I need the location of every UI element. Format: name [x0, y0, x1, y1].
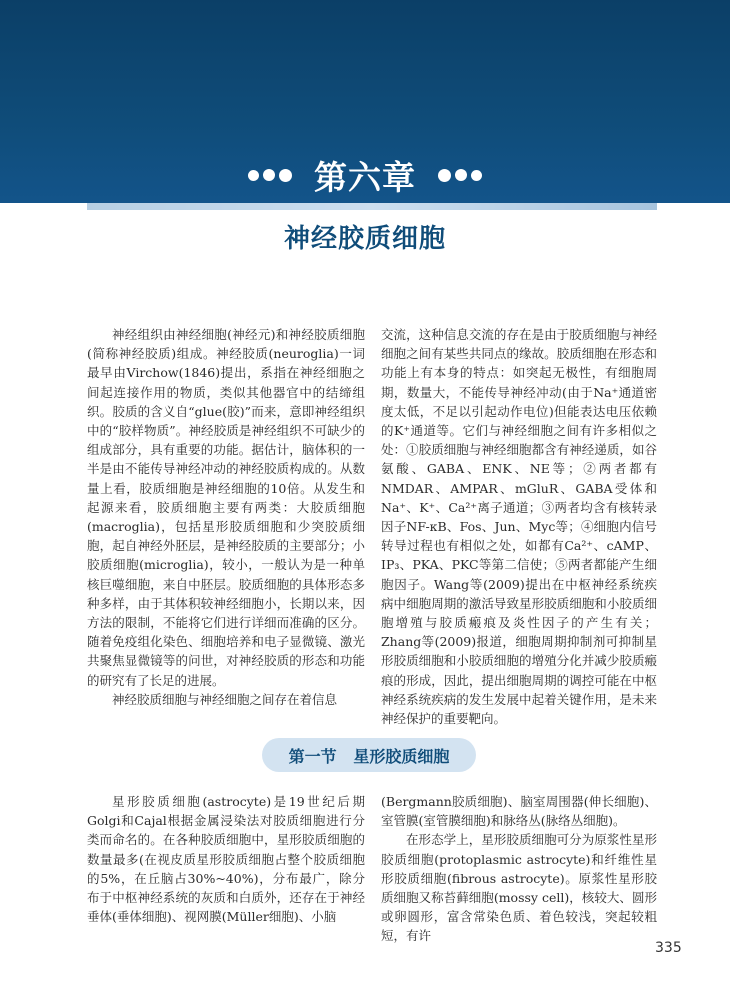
- section-heading: 第一节 星形胶质细胞: [262, 738, 476, 772]
- banner-divider: [87, 203, 657, 210]
- intro-left-column: [87, 325, 365, 709]
- intro-right-column: [381, 325, 657, 728]
- body-paragraph: (Bergmann胶质细胞)、脑室周围器(伸长细胞)、室管膜(室管膜细胞)和脉络丛(脉络丛细胞)。: [381, 794, 657, 829]
- body-paragraph: 在形态学上，星形胶质细胞可分为原浆性星形胶质细胞(protoplasmic astrocyte)和纤维性星形胶质细胞(fibrous astrocyte)。原浆性星形胶质细胞又称苔藓细胞(mossy cell)，核较大、圆形或卵圆形，富含常染色质、着色较浅，突起较粗短，有许: [381, 832, 657, 944]
- section-left-column: [87, 792, 365, 926]
- decorative-dots-right-icon: [438, 169, 482, 182]
- body-paragraph: 交流，这种信息交流的存在是由于胶质细胞与神经细胞之间有某些共同点的缘故。胶质细胞在形态和功能上有本身的特点：如突起无极性，有细胞周期，数量大，不能传导神经冲动(由于Na⁺通道密度太低，不足以引起动作电位)但能表达电压依赖的K⁺通道等。它们与神经细胞之间有许多相似之处：①胶质细胞与神经细胞都含有神经递质，如谷氨酸、GABA、ENK、NE等；②两者都有NMDAR、AMPAR、mGluR、GABA受体和Na⁺、K⁺、Ca²⁺离子通道；③两者均含有核转录因子NF-κB、Fos、Jun、Myc等；④细胞内信号转导过程也有相似之处，如都有Ca²⁺、cAMP、IP₃、PKA、PKC等第二信使；⑤两者都能产生细胞因子。Wang等(2009)提出在中枢神经系统疾病中细胞周期的激活导致星形胶质细胞和小胶质细胞增殖与胶质瘢痕及炎性因子的产生有关；Zhang等(2009)报道，细胞周期抑制剂可抑制星形胶质细胞和小胶质细胞的增殖分化并减少胶质瘢痕的形成，因此，提出细胞周期的调控可能在中枢神经系统疾病的发生发展中起着关键作用，是未来神经保护的重要靶向。: [381, 327, 657, 727]
- body-paragraph: 神经胶质细胞与神经细胞之间存在着信息: [112, 691, 338, 707]
- decorative-dots-left-icon: [248, 169, 292, 182]
- body-paragraph: 星形胶质细胞(astrocyte)是19世纪后期Golgi和Cajal根据金属浸染法对胶质细胞进行分类而命名的。在各种胶质细胞中，星形胶质细胞的数量最多(在视皮质星形胶质细胞占整个胶质细胞的5%，在丘脑占30%~40%)，分布最广，除分布于中枢神经系统的灰质和白质外，还存在于神经垂体(垂体细胞)、视网膜(Müller细胞)、小脑: [87, 794, 365, 925]
- page-number: 335: [655, 940, 682, 956]
- section-right-column: [381, 792, 657, 946]
- body-paragraph: 神经组织由神经细胞(神经元)和神经胶质细胞(简称神经胶质)组成。神经胶质(neuroglia)一词最早由Virchow(1846)提出，系指在神经细胞之间起连接作用的物质，类似其他器官中的结缔组织。胶质的含义自“glue(胶)”而来，意即神经组织中的“胶样物质”。神经胶质是神经组织不可缺少的组成部分，具有重要的功能。据估计，脑体积的一半是由不能传导神经冲动的神经胶质构成的。从数量上看，胶质细胞是神经细胞的10倍。从发生和起源来看，胶质细胞主要有两类：大胶质细胞(macroglia)，包括星形胶质细胞和少突胶质细胞，起自神经外胚层，是神经胶质的主要部分；小胶质细胞(microglia)，较小，一般认为是一种单核巨噬细胞，来自中胚层。胶质细胞的具体形态多种多样，由于其体积较神经细胞小，长期以来，因方法的限制，不能将它们进行详细而准确的区分。随着免疫组化染色、细胞培养和电子显微镜、激光共聚焦显微镜等的问世，对神经胶质的形态和功能的研究有了长足的进展。: [87, 327, 365, 688]
- chapter-heading: [0, 150, 730, 200]
- chapter-title: 神经胶质细胞: [283, 224, 446, 254]
- chapter-label: 第六章: [314, 157, 416, 197]
